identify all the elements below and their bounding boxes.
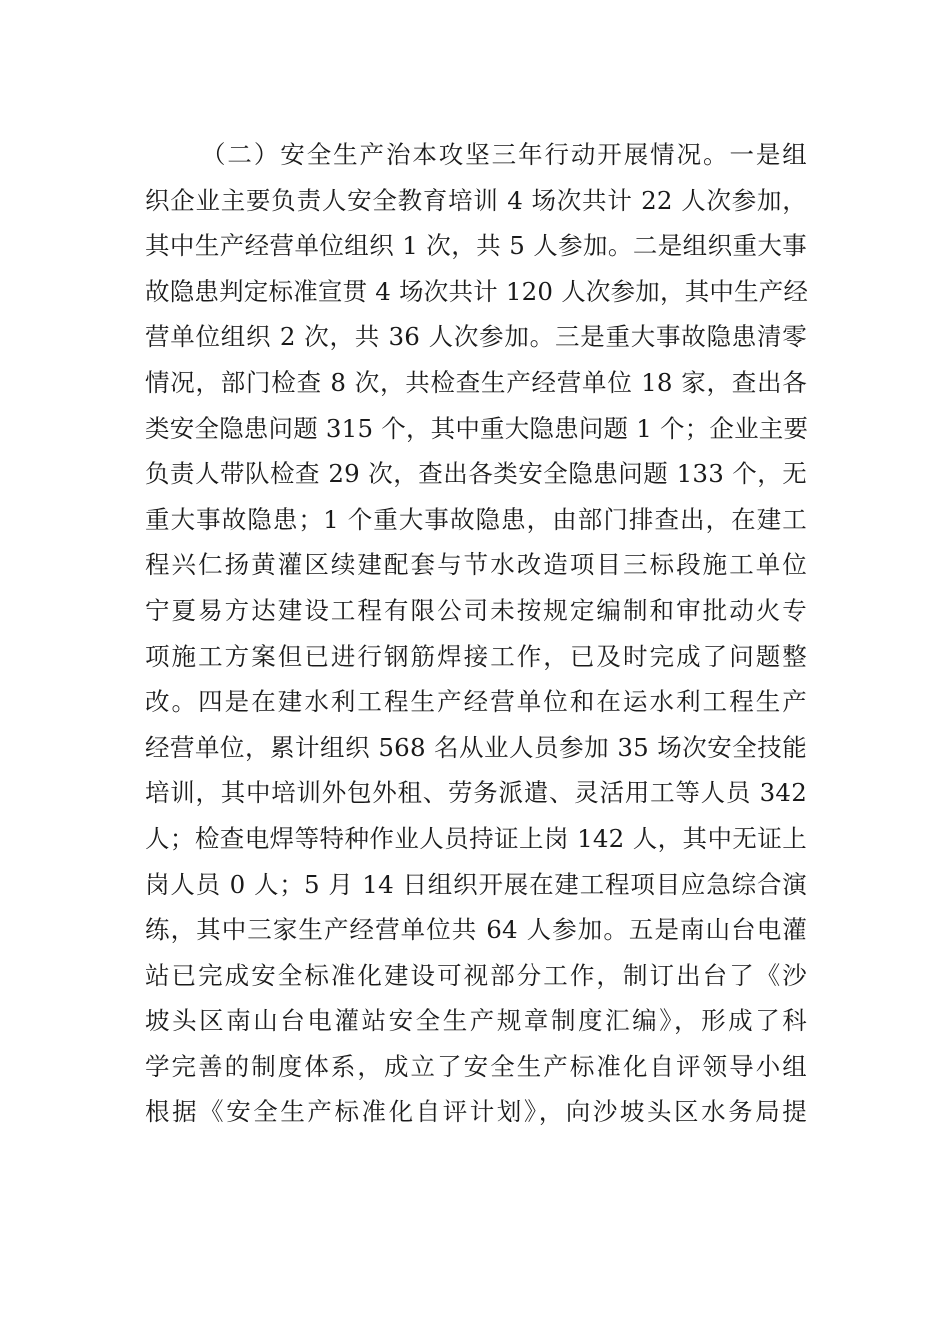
text-line-10: 程兴仁扬黄灌区续建配套与节水改造项目三标段施工单位 (145, 550, 807, 580)
text-line-17: 岗人员 0 人；5 月 14 日组织开展在建工程项目应急综合演 (145, 869, 807, 899)
text-line-20: 坡头区南山台电灌站安全生产规章制度汇编》，形成了科 (145, 1006, 807, 1036)
text-line-19: 站已完成安全标准化建设可视部分工作，制订出台了《沙 (145, 960, 807, 990)
text-line-16: 人；检查电焊等特种作业人员持证上岗 142 人，其中无证上 (145, 823, 807, 853)
text-line-12: 项施工方案但已进行钢筋焊接工作，已及时完成了问题整 (145, 641, 807, 671)
text-line-22: 根据《安全生产标准化自评计划》，向沙坡头区水务局提 (145, 1097, 807, 1127)
text-line-15: 培训，其中培训外包外租、劳务派遣、灵活用工等人员 342 (145, 778, 807, 808)
text-line-18: 练，其中三家生产经营单位共 64 人参加。五是南山台电灌 (145, 915, 807, 945)
text-line-11: 宁夏易方达建设工程有限公司未按规定编制和审批动火专 (145, 595, 807, 625)
text-line-13: 改。四是在建水利工程生产经营单位和在运水利工程生产 (145, 687, 807, 717)
text-line-14: 经营单位，累计组织 568 名从业人员参加 35 场次安全技能 (145, 732, 807, 762)
body-paragraph (145, 132, 807, 1135)
text-line-3: 其中生产经营单位组织 1 次，共 5 人参加。二是组织重大事 (145, 231, 807, 261)
text-line-21: 学完善的制度体系，成立了安全生产标准化自评领导小组 (145, 1051, 807, 1081)
text-line-9: 重大事故隐患；1 个重大事故隐患，由部门排查出，在建工 (145, 504, 807, 534)
text-line-8: 负责人带队检查 29 次，查出各类安全隐患问题 133 个，无 (145, 459, 807, 489)
text-line-4: 故隐患判定标准宣贯 4 场次共计 120 人次参加，其中生产经 (145, 276, 809, 306)
text-line-2: 织企业主要负责人安全教育培训 4 场次共计 22 人次参加， (145, 185, 807, 215)
text-line-6: 情况，部门检查 8 次，共检查生产经营单位 18 家，查出各 (145, 367, 807, 397)
text-line-7: 类安全隐患问题 315 个，其中重大隐患问题 1 个；企业主要 (145, 413, 809, 443)
text-line-5: 营单位组织 2 次，共 36 人次参加。三是重大事故隐患清零 (145, 322, 807, 352)
text-line-1: （二）安全生产治本攻坚三年行动开展情况。一是组 (201, 140, 807, 169)
